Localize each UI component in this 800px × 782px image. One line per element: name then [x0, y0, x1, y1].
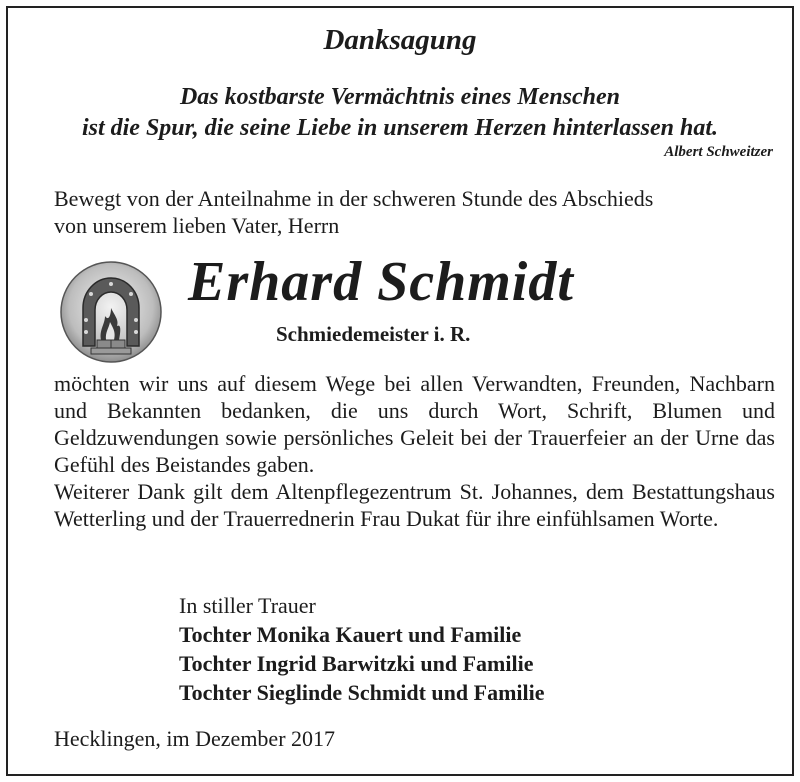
signoff [179, 591, 545, 707]
body-paragraph-2: Weiterer Dank gilt dem Altenpflegezentrum St. Johannes, dem Bestattungshaus Wetterling und der Trauerrednerin Frau Dukat für ihre einfühlsamen Worte. [54, 479, 775, 531]
thanks-body [54, 370, 775, 532]
body-paragraph-1: möchten wir uns auf diesem Wege bei allen Verwandten, Freunden, Nachbarn und Bekannten bedanken, die uns durch Wort, Schrift, Blumen und Geldzuwendungen sowie persönliches Geleit bei der Trauerfeier an der Urne das Gefühl des Beistandes gaben. [54, 371, 775, 477]
quote-author: Albert Schweitzer [664, 144, 773, 160]
quote [0, 82, 800, 144]
signoff-intro: In stiller Trauer [179, 593, 316, 618]
intro-line-1: Bewegt von der Anteilnahme in der schweren Stunde des Abschieds [54, 186, 654, 211]
family-line: Tochter Sieglinde Schmidt und Familie [179, 680, 545, 705]
notice-heading: Danksagung [323, 24, 477, 56]
family-line: Tochter Monika Kauert und Familie [179, 622, 522, 647]
family-line: Tochter Ingrid Barwitzki und Familie [179, 651, 534, 676]
intro-text [54, 185, 774, 239]
horseshoe-forge-icon [59, 260, 163, 364]
quote-line-1: Das kostbarste Vermächtnis eines Menschen [179, 84, 621, 110]
place-date: Hecklingen, im Dezember 2017 [54, 726, 336, 751]
deceased-name: Erhard Schmidt [188, 251, 574, 313]
deceased-title: Schmiedemeister i. R. [276, 322, 471, 346]
intro-line-2: von unserem lieben Vater, Herrn [54, 213, 340, 238]
quote-line-2: ist die Spur, die seine Liebe in unserem Herzen hinterlassen hat. [81, 115, 719, 141]
